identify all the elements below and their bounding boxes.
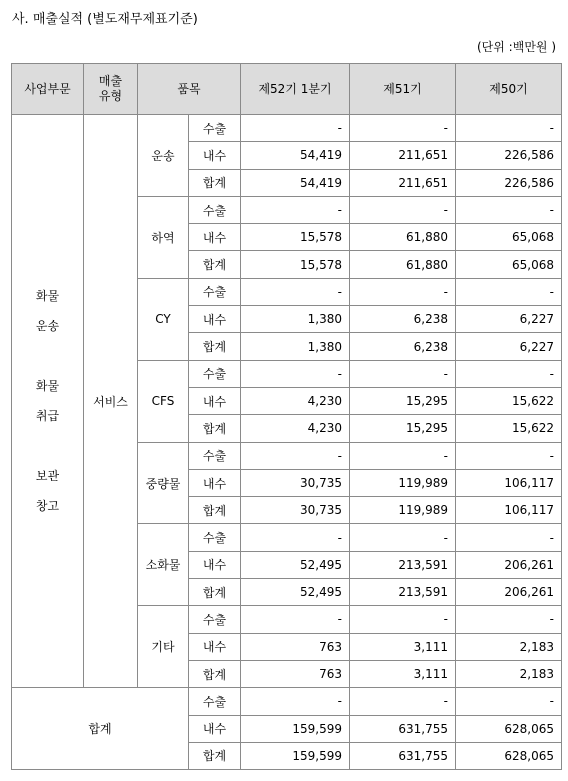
value-cell: -	[456, 442, 562, 469]
value-cell: 61,880	[350, 224, 456, 251]
value-cell: 763	[241, 660, 350, 687]
value-cell: -	[350, 360, 456, 387]
segment-line	[19, 431, 76, 461]
value-cell: 15,295	[350, 387, 456, 414]
value-cell: 628,065	[456, 715, 562, 742]
value-cell: 65,068	[456, 251, 562, 278]
value-cell: 1,380	[241, 333, 350, 360]
segment-line: 운송	[35, 319, 60, 334]
value-cell: -	[241, 688, 350, 715]
value-cell: -	[241, 442, 350, 469]
value-cell: -	[241, 524, 350, 551]
value-cell: 213,591	[350, 579, 456, 606]
value-cell: 30,735	[241, 469, 350, 496]
value-cell: 631,755	[350, 715, 456, 742]
header-item: 품목	[138, 64, 241, 115]
row-label-cell: 합계	[189, 742, 241, 769]
value-cell: 15,578	[241, 251, 350, 278]
value-cell: -	[456, 688, 562, 715]
total-name-cell: 합계	[12, 688, 189, 770]
value-cell: 226,586	[456, 142, 562, 169]
value-cell: 6,238	[350, 333, 456, 360]
value-cell: -	[350, 442, 456, 469]
header-segment: 사업부문	[12, 64, 84, 115]
row-label-cell: 수출	[189, 688, 241, 715]
row-label-cell: 합계	[189, 660, 241, 687]
value-cell: 52,495	[241, 551, 350, 578]
value-cell: 6,227	[456, 333, 562, 360]
row-label-cell: 수출	[189, 196, 241, 223]
header-sales-type-line2: 유형	[98, 89, 123, 103]
value-cell: -	[350, 524, 456, 551]
value-cell: -	[350, 278, 456, 305]
header-sales-type	[84, 64, 138, 115]
item-name-cell: CFS	[138, 360, 189, 442]
header-row	[12, 64, 562, 115]
value-cell: 15,622	[456, 415, 562, 442]
unit-label: (단위 :백만원 )	[477, 40, 556, 54]
value-cell: 54,419	[241, 142, 350, 169]
value-cell: -	[456, 115, 562, 142]
value-cell: 206,261	[456, 551, 562, 578]
row-label-cell: 내수	[189, 633, 241, 660]
value-cell: -	[241, 115, 350, 142]
sales-table	[11, 63, 562, 770]
value-cell: 15,295	[350, 415, 456, 442]
row-label-cell: 내수	[189, 387, 241, 414]
row-label-cell: 합계	[189, 169, 241, 196]
sales-type-cell: 서비스	[84, 115, 138, 688]
item-name-cell: CY	[138, 278, 189, 360]
item-name-cell: 운송	[138, 115, 189, 197]
row-label-cell: 합계	[189, 251, 241, 278]
total-row	[12, 688, 562, 715]
row-label-cell: 합계	[189, 415, 241, 442]
value-cell: 6,227	[456, 306, 562, 333]
value-cell: 159,599	[241, 742, 350, 769]
row-label-cell: 내수	[189, 469, 241, 496]
value-cell: 61,880	[350, 251, 456, 278]
segment-line: 취급	[35, 409, 60, 424]
value-cell: 3,111	[350, 633, 456, 660]
row-label-cell: 수출	[189, 360, 241, 387]
value-cell: 106,117	[456, 497, 562, 524]
row-label-cell: 내수	[189, 224, 241, 251]
row-label-cell: 수출	[189, 606, 241, 633]
value-cell: 2,183	[456, 633, 562, 660]
value-cell: -	[350, 688, 456, 715]
value-cell: 3,111	[350, 660, 456, 687]
value-cell: 628,065	[456, 742, 562, 769]
value-cell: 226,586	[456, 169, 562, 196]
value-cell: -	[456, 196, 562, 223]
value-cell: -	[456, 524, 562, 551]
row-label-cell: 수출	[189, 524, 241, 551]
value-cell: 763	[241, 633, 350, 660]
header-col1: 제52기 1분기	[241, 64, 350, 115]
value-cell: 119,989	[350, 469, 456, 496]
value-cell: 52,495	[241, 579, 350, 606]
table-body	[12, 115, 562, 770]
value-cell: -	[241, 606, 350, 633]
segment-line: 화물	[35, 379, 60, 394]
value-cell: 106,117	[456, 469, 562, 496]
row-label-cell: 수출	[189, 278, 241, 305]
row-label-cell: 합계	[189, 497, 241, 524]
value-cell: 15,578	[241, 224, 350, 251]
row-label-cell: 내수	[189, 306, 241, 333]
value-cell: 119,989	[350, 497, 456, 524]
segment-line	[19, 341, 76, 371]
value-cell: 4,230	[241, 415, 350, 442]
row-label-cell: 합계	[189, 333, 241, 360]
value-cell: 30,735	[241, 497, 350, 524]
page-title: 사. 매출실적 (별도재무제표기준)	[12, 12, 198, 27]
table-row	[12, 115, 562, 142]
value-cell: 54,419	[241, 169, 350, 196]
segment-line: 창고	[35, 499, 60, 514]
item-name-cell: 중량물	[138, 442, 189, 524]
value-cell: -	[456, 360, 562, 387]
value-cell: -	[350, 606, 456, 633]
row-label-cell: 수출	[189, 442, 241, 469]
value-cell: 15,622	[456, 387, 562, 414]
row-label-cell: 수출	[189, 115, 241, 142]
header-col2: 제51기	[350, 64, 456, 115]
value-cell: 65,068	[456, 224, 562, 251]
value-cell: 211,651	[350, 169, 456, 196]
value-cell: 206,261	[456, 579, 562, 606]
item-name-cell: 하역	[138, 196, 189, 278]
value-cell: -	[456, 606, 562, 633]
segment-line: 화물	[35, 289, 60, 304]
value-cell: -	[241, 278, 350, 305]
value-cell: 2,183	[456, 660, 562, 687]
row-label-cell: 내수	[189, 551, 241, 578]
value-cell: -	[456, 278, 562, 305]
row-label-cell: 내수	[189, 715, 241, 742]
row-label-cell: 합계	[189, 579, 241, 606]
value-cell: -	[350, 115, 456, 142]
header-col3: 제50기	[456, 64, 562, 115]
header-sales-type-line1: 매출	[98, 74, 123, 88]
value-cell: 6,238	[350, 306, 456, 333]
value-cell: -	[241, 196, 350, 223]
value-cell: 159,599	[241, 715, 350, 742]
value-cell: -	[241, 360, 350, 387]
value-cell: 4,230	[241, 387, 350, 414]
item-name-cell: 소화물	[138, 524, 189, 606]
row-label-cell: 내수	[189, 142, 241, 169]
value-cell: 631,755	[350, 742, 456, 769]
value-cell: 211,651	[350, 142, 456, 169]
value-cell: 1,380	[241, 306, 350, 333]
item-name-cell: 기타	[138, 606, 189, 688]
value-cell: 213,591	[350, 551, 456, 578]
segment-line: 보관	[35, 469, 60, 484]
segment-cell	[12, 115, 84, 688]
value-cell: -	[350, 196, 456, 223]
